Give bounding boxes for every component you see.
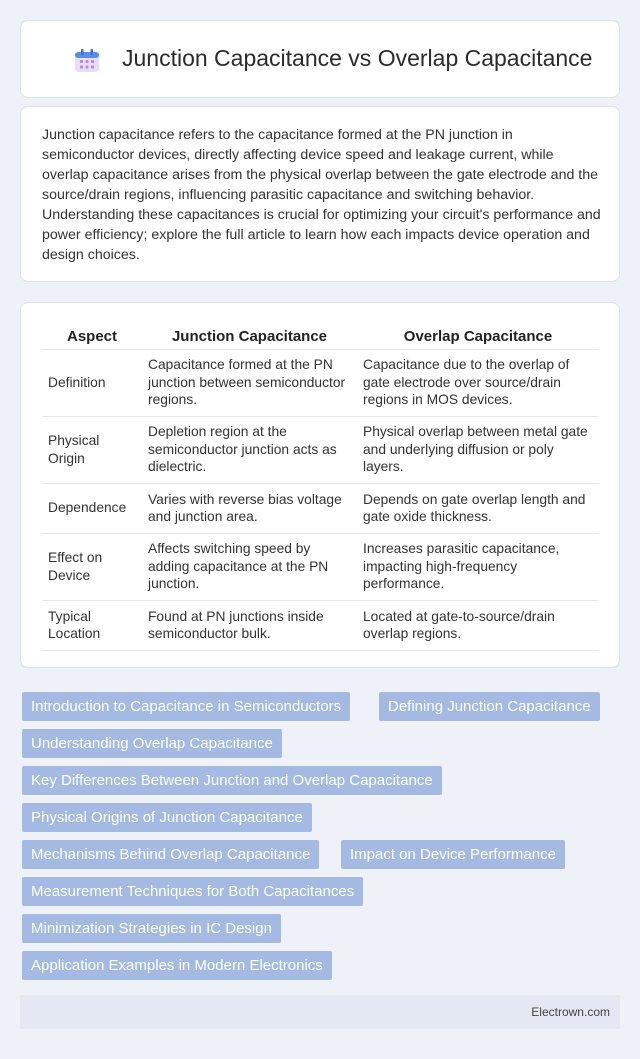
cell-aspect: Effect on Device [42,533,142,600]
tag-defining-junction[interactable]: Defining Junction Capacitance [379,692,600,721]
comparison-card [20,302,620,668]
table-row [42,416,599,483]
table-row [42,533,599,600]
cell-overlap: Increases parasitic capacitance, impacting high-frequency performance. [357,533,599,600]
cell-junction: Depletion region at the semiconductor junction acts as dielectric. [142,416,357,483]
cell-overlap: Capacitance due to the overlap of gate electrode over source/drain regions in MOS devices. [357,349,599,416]
table-row [42,600,599,650]
cell-junction: Capacitance formed at the PN junction between semiconductor regions. [142,349,357,416]
cell-junction: Affects switching speed by adding capacitance at the PN junction. [142,533,357,600]
page-title: Junction Capacitance vs Overlap Capacitance [122,45,593,71]
tag-impact-performance[interactable]: Impact on Device Performance [341,840,565,869]
cell-overlap: Located at gate-to-source/drain overlap regions. [357,600,599,650]
cell-aspect: Dependence [42,483,142,533]
cell-overlap: Depends on gate overlap length and gate oxide thickness. [357,483,599,533]
title-card [20,20,620,98]
header-junction: Junction Capacitance [142,325,357,349]
tag-minimization[interactable]: Minimization Strategies in IC Design [22,914,281,943]
cell-aspect: Typical Location [42,600,142,650]
table-header-row [42,325,599,349]
cell-junction: Found at PN junctions inside semiconductor bulk. [142,600,357,650]
header-aspect: Aspect [42,325,142,349]
table-row [42,349,599,416]
intro-card [20,106,620,282]
comparison-table [42,325,599,651]
cell-overlap: Physical overlap between metal gate and underlying diffusion or poly layers. [357,416,599,483]
tag-key-differences[interactable]: Key Differences Between Junction and Overlap Capacitance [22,766,442,795]
tag-mechanisms-overlap[interactable]: Mechanisms Behind Overlap Capacitance [22,840,319,869]
table-row [42,483,599,533]
footer-site[interactable]: Electrown.com [531,1005,610,1019]
tag-measurement[interactable]: Measurement Techniques for Both Capacitances [22,877,363,906]
tag-introduction[interactable]: Introduction to Capacitance in Semiconductors [22,692,350,721]
tag-applications[interactable]: Application Examples in Modern Electronics [22,951,332,980]
header-overlap: Overlap Capacitance [357,325,599,349]
intro-text: Junction capacitance refers to the capacitance formed at the PN junction in semiconductor devices, directly affecting device speed and leakage current, while overlap capacitance arises from the physical overlap between the gate electrode and the source/drain regions, influencing parasitic capacitance and switching behavior. Understanding these capacitances is crucial for optimizing your circuit's performance and power efficiency; explore the full article to learn how each impacts device operation and design choices. [42,127,601,263]
calendar-icon [74,49,100,73]
tag-physical-origins[interactable]: Physical Origins of Junction Capacitance [22,803,312,832]
cell-aspect: Definition [42,349,142,416]
cell-aspect: Physical Origin [42,416,142,483]
footer [20,995,620,1029]
tag-understanding-overlap[interactable]: Understanding Overlap Capacitance [22,729,282,758]
cell-junction: Varies with reverse bias voltage and junction area. [142,483,357,533]
